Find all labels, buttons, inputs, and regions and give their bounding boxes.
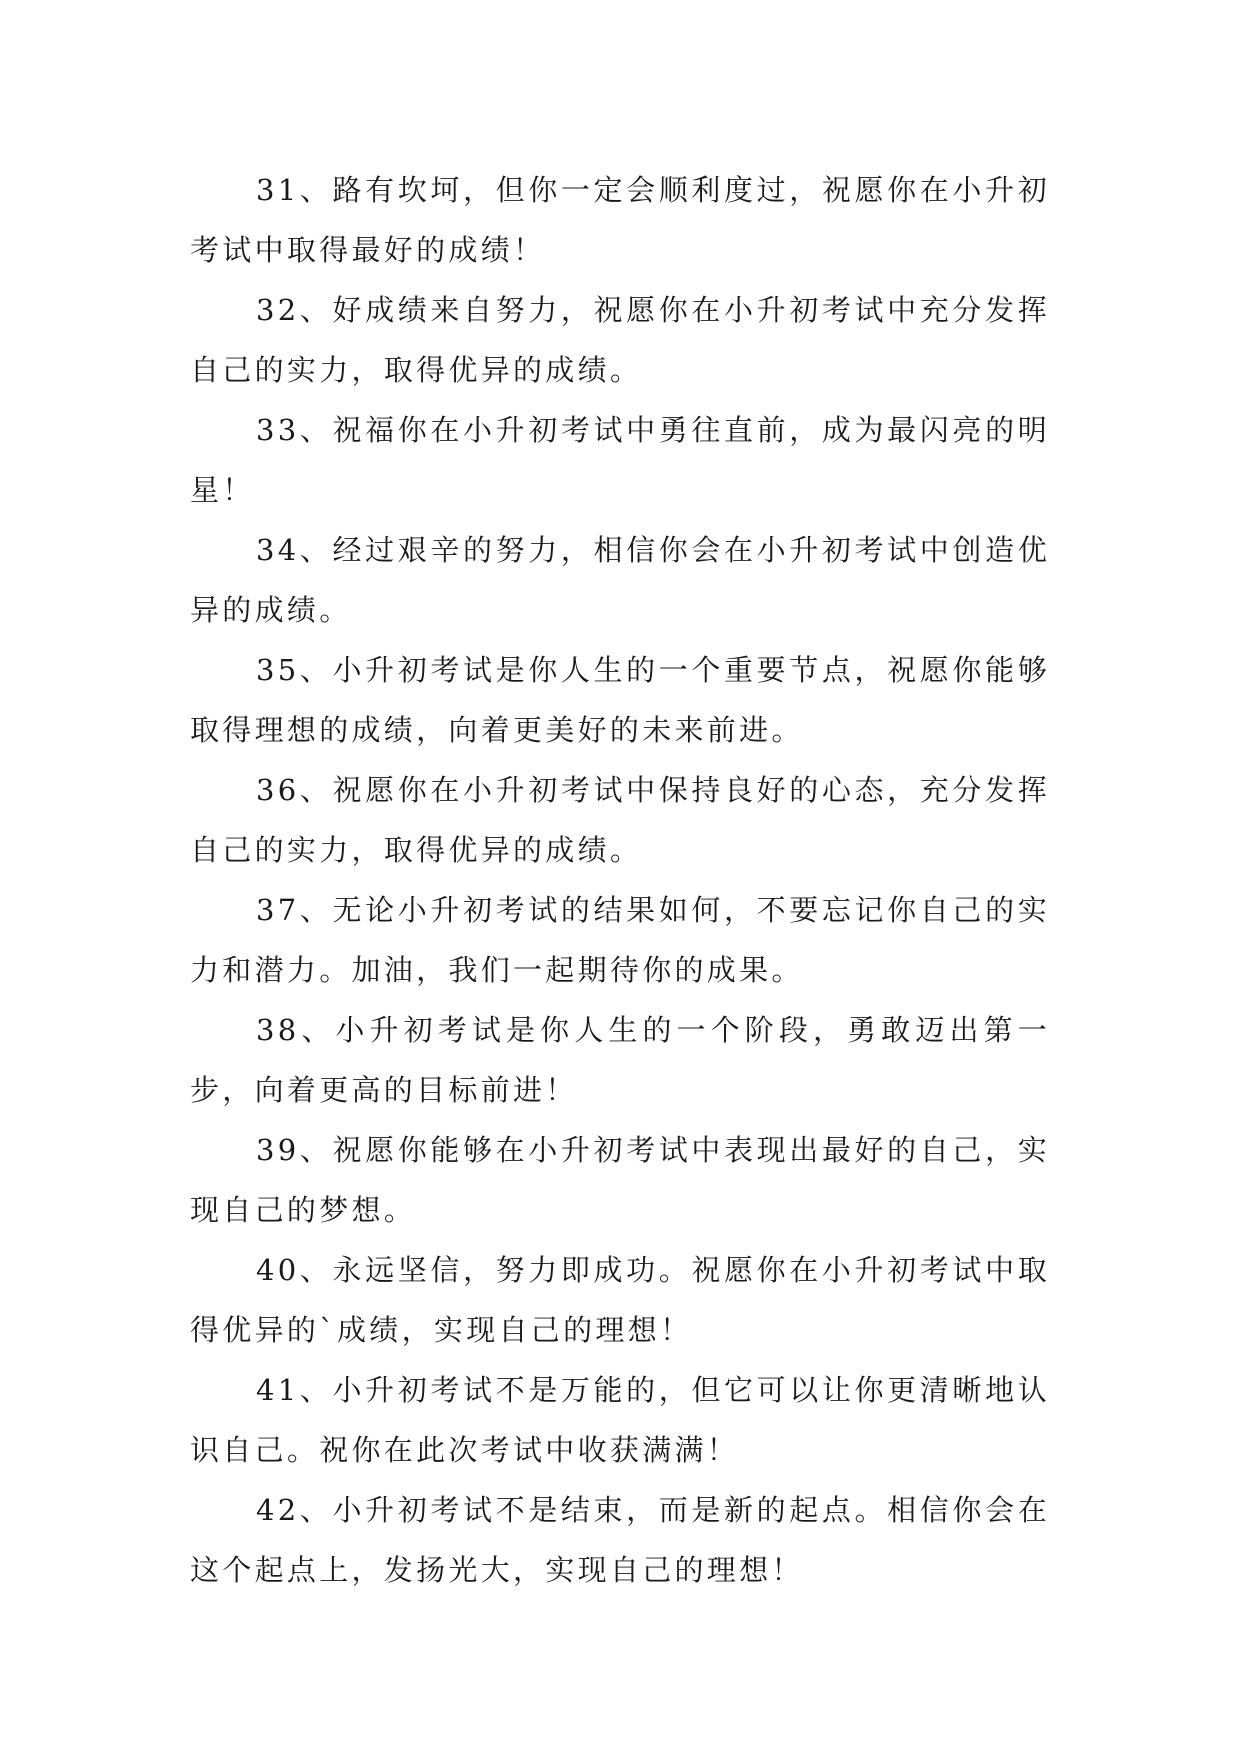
- paragraph-31: 31、路有坎坷，但你一定会顺利度过，祝愿你在小升初考试中取得最好的成绩！: [190, 173, 1050, 267]
- paragraph-35: 35、小升初考试是你人生的一个重要节点，祝愿你能够取得理想的成绩，向着更美好的未来前进。: [190, 653, 1050, 747]
- paragraph-42: 42、小升初考试不是结束，而是新的起点。相信你会在这个起点上，发扬光大，实现自己的理想！: [190, 1493, 1050, 1587]
- document-body: [190, 160, 1050, 1600]
- paragraph-37: 37、无论小升初考试的结果如何，不要忘记你自己的实力和潜力。加油，我们一起期待你的成果。: [190, 893, 1050, 987]
- paragraph-36: 36、祝愿你在小升初考试中保持良好的心态，充分发挥自己的实力，取得优异的成绩。: [190, 773, 1050, 867]
- paragraph-40: 40、永远坚信，努力即成功。祝愿你在小升初考试中取得优异的`成绩，实现自己的理想！: [190, 1253, 1050, 1347]
- paragraph-32: 32、好成绩来自努力，祝愿你在小升初考试中充分发挥自己的实力，取得优异的成绩。: [190, 293, 1050, 387]
- paragraph-39: 39、祝愿你能够在小升初考试中表现出最好的自己，实现自己的梦想。: [190, 1133, 1050, 1227]
- paragraph-33: 33、祝福你在小升初考试中勇往直前，成为最闪亮的明星！: [190, 413, 1050, 507]
- paragraph-34: 34、经过艰辛的努力，相信你会在小升初考试中创造优异的成绩。: [190, 533, 1050, 627]
- paragraph-41: 41、小升初考试不是万能的，但它可以让你更清晰地认识自己。祝你在此次考试中收获满满！: [190, 1373, 1050, 1467]
- paragraph-38: 38、小升初考试是你人生的一个阶段，勇敢迈出第一步，向着更高的目标前进！: [190, 1013, 1050, 1107]
